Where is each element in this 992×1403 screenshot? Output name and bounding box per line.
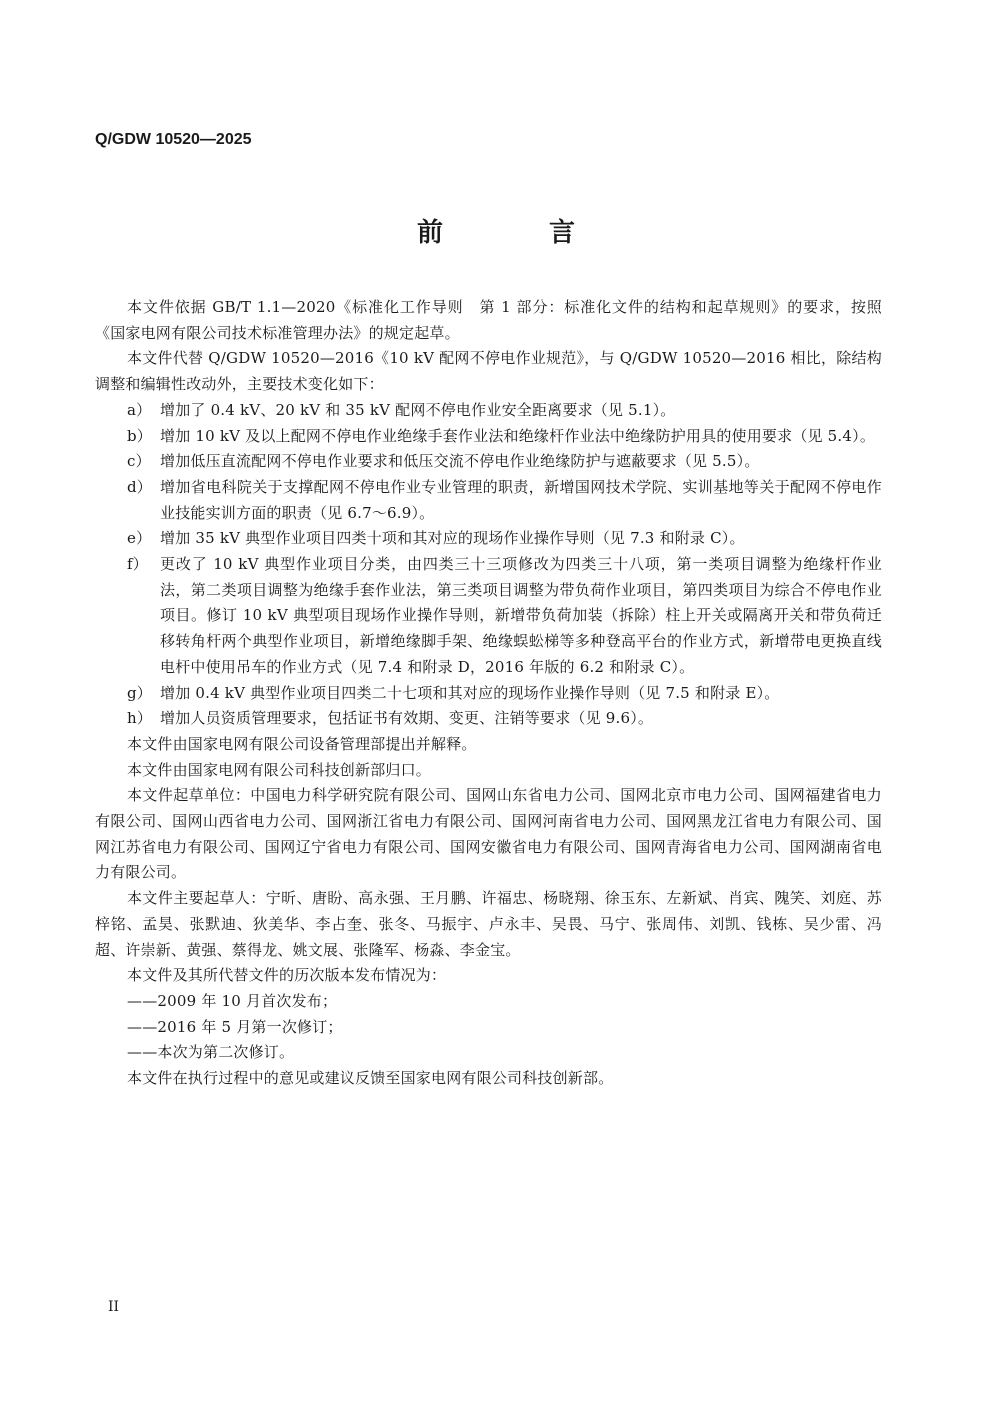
list-marker: h） — [127, 709, 153, 728]
feedback-paragraph: 本文件在执行过程中的意见或建议反馈至国家电网有限公司科技创新部。 — [127, 1069, 614, 1088]
list-text: 增加 10 kV 及以上配网不停电作业绝缘手套作业法和绝缘杆作业法中绝缘防护用具的使用要求（见 5.4）。 — [160, 426, 876, 445]
list-text: 增加人员资质管理要求，包括证书有效期、变更、注销等要求（见 9.6）。 — [160, 709, 654, 728]
history-intro-paragraph: 本文件及其所代替文件的历次版本发布情况为： — [127, 966, 447, 985]
page-number: II — [108, 1299, 120, 1315]
list-marker: d） — [127, 477, 153, 496]
list-text: 增加 0.4 kV 典型作业项目四类二十七项和其对应的现场作业操作导则（见 7.5 和附录 E）。 — [160, 683, 780, 702]
page-title: 前 言 — [416, 218, 615, 248]
list-marker: a） — [127, 400, 152, 419]
change-item-b — [95, 424, 882, 450]
proposer-paragraph: 本文件由国家电网有限公司设备管理部提出并解释。 — [127, 734, 477, 753]
centralized-unit-paragraph: 本文件由国家电网有限公司科技创新部归口。 — [127, 760, 432, 779]
list-marker: f） — [127, 555, 148, 574]
list-marker: c） — [127, 452, 151, 471]
list-marker: b） — [127, 426, 153, 445]
change-item-a — [95, 398, 882, 424]
intro-paragraph-2: 本文件代替 Q/GDW 10520—2016《10 kV 配网不停电作业规范》，与 Q/GDW 10520—2016 相比，除结构调整和编辑性改动外，主要技术变化如下： — [95, 349, 882, 394]
change-item-c — [95, 449, 882, 475]
change-item-g — [95, 681, 882, 707]
list-text: 增加 35 kV 典型作业项目四类十项和其对应的现场作业操作导则（见 7.3 和附录 C）。 — [160, 529, 745, 548]
list-marker: e） — [127, 529, 152, 548]
change-item-f — [95, 552, 882, 681]
history-item: ——本次为第二次修订。 — [127, 1043, 295, 1062]
intro-paragraph-1: 本文件依据 GB/T 1.1—2020《标准化工作导则 第 1 部分：标准化文件的结构和起草规则》的要求，按照《国家电网有限公司技术标准管理办法》的规定起草。 — [95, 298, 882, 342]
history-item: ——2009 年 10 月首次发布； — [127, 991, 338, 1010]
history-item: ——2016 年 5 月第一次修订； — [127, 1017, 343, 1036]
drafters-paragraph: 本文件主要起草人：宁昕、唐盼、高永强、王月鹏、许福忠、杨晓翔、徐玉东、左新斌、肖宾、隗笑、刘庭、苏梓铭、孟昊、张默迪、狄美华、李占奎、张冬、马振宇、卢永丰、吴畏、马宁、张周伟、刘凯、钱栋、吴少雷、冯超、许崇新、黄强、蔡得龙、姚文展、张隆军、杨淼、李金宝。 — [95, 889, 882, 959]
change-item-h — [95, 706, 882, 732]
list-marker: g） — [127, 683, 153, 702]
document-code: Q/GDW 10520—2025 — [95, 131, 252, 148]
list-text: 增加低压直流配网不停电作业要求和低压交流不停电作业绝缘防护与遮蔽要求（见 5.5）。 — [160, 452, 760, 471]
change-item-e — [95, 526, 882, 552]
list-text: 更改了 10 kV 典型作业项目分类，由四类三十三项修改为四类三十八项，第一类项目调整为绝缘杆作业法，第二类项目调整为绝缘手套作业法，第三类项目调整为带负荷作业项目，第四类项目为综合不停电作业项目。修订 10 kV 典型项目现场作业操作导则，新增带负荷加装（拆除）柱上开关或隔离开关和带负荷迁移转角杆两个典型作业项目，新增绝缘脚手架、绝缘蜈蚣梯等多种登高平台的作业方式，新增带电更换直线电杆中使用吊车的作业方式（见 7.4 和附录 D，2016 年版的 6.2 和附录 C）。 — [160, 555, 882, 676]
list-text: 增加省电科院关于支撑配网不停电作业专业管理的职责，新增国网技术学院、实训基地等关于配网不停电作业技能实训方面的职责（见 6.7～6.9）。 — [160, 477, 882, 522]
foreword-body — [95, 295, 882, 1092]
list-text: 增加了 0.4 kV、20 kV 和 35 kV 配网不停电作业安全距离要求（见 5.1）。 — [160, 400, 676, 419]
drafting-units-paragraph: 本文件起草单位：中国电力科学研究院有限公司、国网山东省电力公司、国网北京市电力公司、国网福建省电力有限公司、国网山西省电力公司、国网浙江省电力有限公司、国网河南省电力公司、国网黑龙江省电力有限公司、国网江苏省电力有限公司、国网辽宁省电力有限公司、国网安徽省电力有限公司、国网青海省电力公司、国网湖南省电力有限公司。 — [95, 786, 882, 882]
change-item-d — [95, 475, 882, 526]
